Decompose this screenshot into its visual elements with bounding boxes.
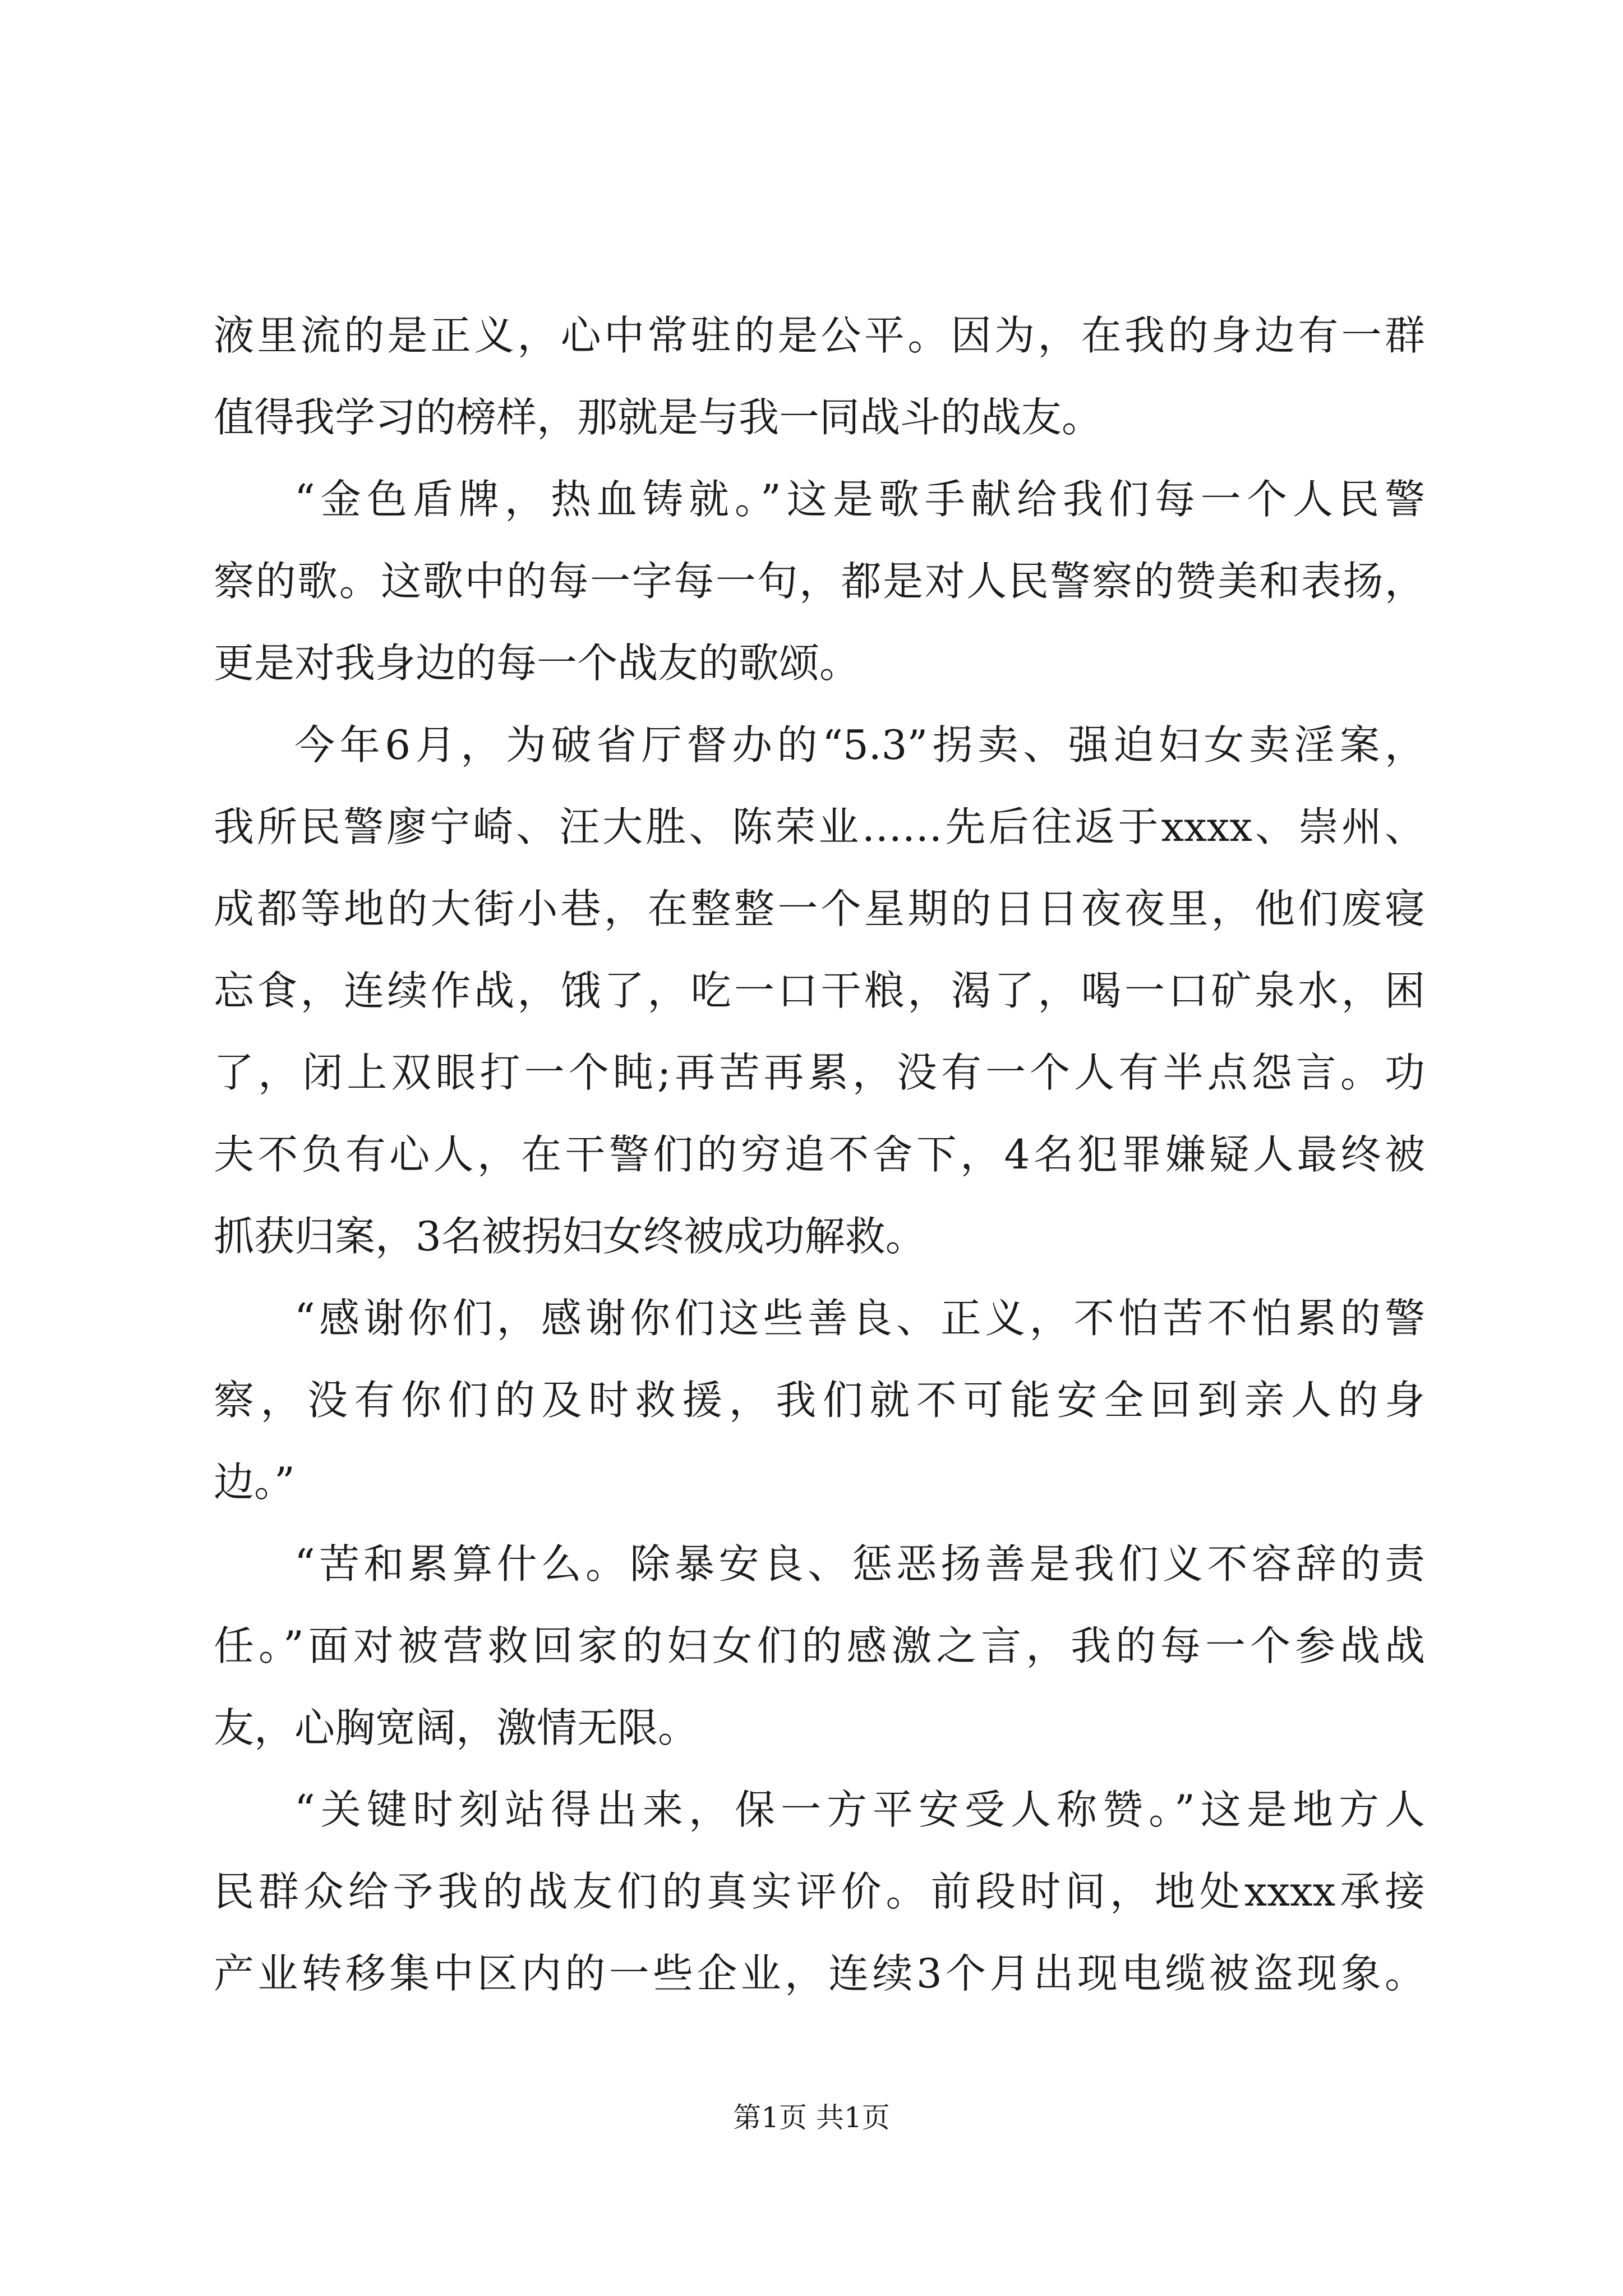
text-line: 友，心胸宽阔，激情无限。 — [214, 1704, 699, 1751]
text-line: 成都等地的大街小巷，在整整一个星期的日日夜夜里，他们废寝 — [214, 885, 1425, 932]
text-line: 值得我学习的榜样，那就是与我一同战斗的战友。 — [214, 394, 1103, 441]
text-line: 产业转移集中区内的一些企业，连续3个月出现电缆被盗现象。 — [214, 1950, 1425, 1997]
text-line: 我所民警廖宁崎、汪大胜、陈荣业……先后往返于xxxx、崇州、 — [214, 803, 1425, 850]
text-line: “金色盾牌，热血铸就。”这是歌手献给我们每一个人民警 — [294, 476, 1425, 523]
text-line: “感谢你们，感谢你们这些善良、正义，不怕苦不怕累的警 — [294, 1295, 1425, 1342]
text-line: “苦和累算什么。除暴安良、惩恶扬善是我们义不容辞的责 — [294, 1540, 1425, 1588]
text-line: 更是对我身边的每一个战友的歌颂。 — [214, 639, 860, 687]
text-line: 民群众给予我的战友们的真实评价。前段时间，地处xxxx承接 — [214, 1868, 1425, 1915]
text-line: 察的歌。这歌中的每一字每一句，都是对人民警察的赞美和表扬， — [214, 558, 1425, 605]
text-line: “关键时刻站得出来，保一方平安受人称赞。”这是地方人 — [294, 1786, 1425, 1833]
document-body — [214, 295, 1425, 2014]
text-line: 抓获归案，3名被拐妇女终被成功解救。 — [214, 1213, 926, 1260]
text-line: 夫不负有心人，在干警们的穷追不舍下，4名犯罪嫌疑人最终被 — [214, 1131, 1425, 1178]
text-line: 边。” — [214, 1458, 295, 1506]
page-number-label: 第1页 共1页 — [733, 2101, 890, 2134]
text-line: 今年6月，为破省厅督办的“5.3”拐卖、强迫妇女卖淫案， — [294, 721, 1425, 769]
text-line: 忘食，连续作战，饿了，吃一口干粮，渴了，喝一口矿泉水，困 — [214, 967, 1425, 1014]
text-line: 察，没有你们的及时救援，我们就不可能安全回到亲人的身 — [214, 1377, 1425, 1424]
page-footer — [0, 2095, 1623, 2136]
text-line: 液里流的是正义，心中常驻的是公平。因为，在我的身边有一群 — [214, 312, 1425, 359]
text-line: 任。”面对被营救回家的妇女们的感激之言，我的每一个参战战 — [214, 1622, 1425, 1669]
text-line: 了，闭上双眼打一个盹;再苦再累，没有一个人有半点怨言。功 — [214, 1049, 1425, 1096]
